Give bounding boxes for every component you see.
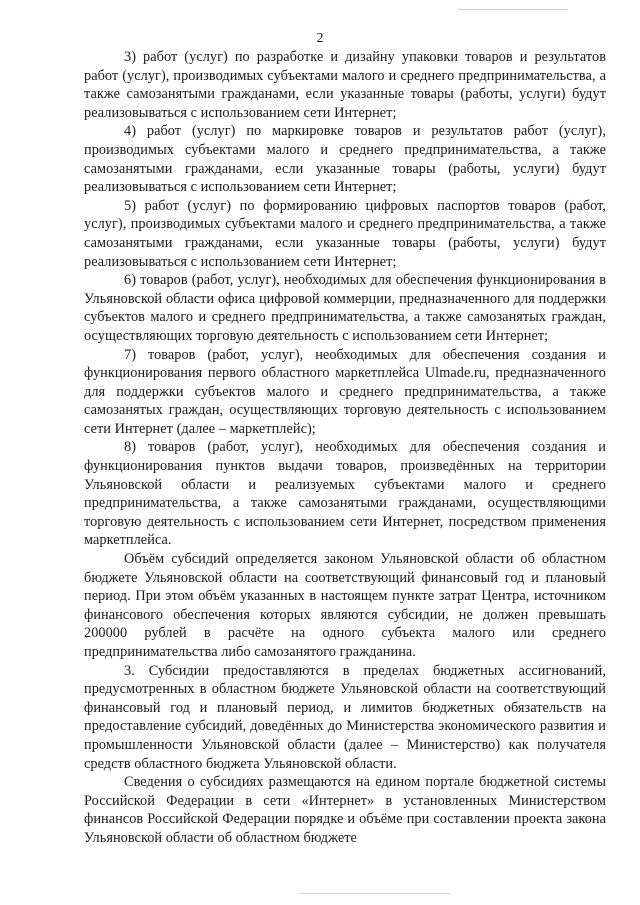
paragraph-item-7: 7) товаров (работ, услуг), необходимых для обеспечения создания и функционирования первого областного маркетплейса Ulmade.ru, предназначенного для поддержки субъектов малого и среднего предпринимательства, а также самозанятых граждан, осуществляющих торговую деятельность с использованием сети Интернет (далее – маркетплейс); [84, 346, 606, 437]
scan-artifact-bottom [300, 893, 450, 894]
paragraph-item-8: 8) товаров (работ, услуг), необходимых для обеспечения создания и функционирования пунктов выдачи товаров, произведённых на территории Ульяновской области и реализуемых субъектами малого и среднего предпринимательства, а также самозанятыми гражданами, осуществляющими торговую деятельность с использованием сети Интернет, посредством применения маркетплейса. [84, 439, 606, 549]
scan-artifact-top [458, 9, 568, 10]
paragraph-subsidy-volume: Объём субсидий определяется законом Ульяновской области об областном бюджете Ульяновской области на соответствующий финансовый год и плановый период. При этом объём указанных в настоящем пункте затрат Центра, источником финансового обеспечения которых являются субсидии, не должен превышать 200000 рублей в расчёте на одного субъекта малого или среднего предпринимательства либо самозанятого гражданина. [84, 551, 606, 660]
paragraph-portal-info: Сведения о субсидиях размещаются на едином портале бюджетной системы Российской Федерации в сети «Интернет» в установленных Министерством финансов Российской Федерации порядке и объёме при составлении проекта закона Ульяновской области об областном бюджете [84, 774, 606, 846]
paragraph-item-4: 4) работ (услуг) по маркировке товаров и результатов работ (услуг), производимых субъектами малого и среднего предпринимательства, а также самозанятыми гражданами, если указанные товары (работы, услуги) будут реализовываться с использованием сети Интернет; [84, 123, 606, 196]
paragraph-item-5: 5) работ (услуг) по формированию цифровых паспортов товаров (работ, услуг), производимых субъектами малого и среднего предпринимательства, а также самозанятыми гражданами, если указанные товары (работы, услуги) будут реализовываться с использованием сети Интернет; [84, 197, 606, 270]
document-body [84, 48, 606, 848]
paragraph-item-6: 6) товаров (работ, услуг), необходимых для обеспечения функционирования в Ульяновской области офиса цифровой коммерции, предназначенного для поддержки субъектов малого и среднего предпринимательства, а также самозанятых граждан, осуществляющих торговую деятельность с использованием сети Интернет; [84, 272, 606, 344]
page-number: 2 [316, 31, 324, 46]
paragraph-section-3: 3. Субсидии предоставляются в пределах бюджетных ассигнований, предусмотренных в областном бюджете Ульяновской области на соответствующий финансовый год и плановый период, и лимитов бюджетных обязательств на предоставление субсидий, доведённых до Министерства экономического развития и промышленности Ульяновской области (далее – Министерство) как получателя средств областного бюджета Ульяновской области. [84, 662, 606, 772]
paragraph-item-3: 3) работ (услуг) по разработке и дизайну упаковки товаров и результатов работ (услуг), производимых субъектами малого и среднего предпринимательства, а также самозанятыми гражданами, если указанные товары (работы, услуги) будут реализовываться с использованием сети Интернет; [84, 49, 606, 121]
